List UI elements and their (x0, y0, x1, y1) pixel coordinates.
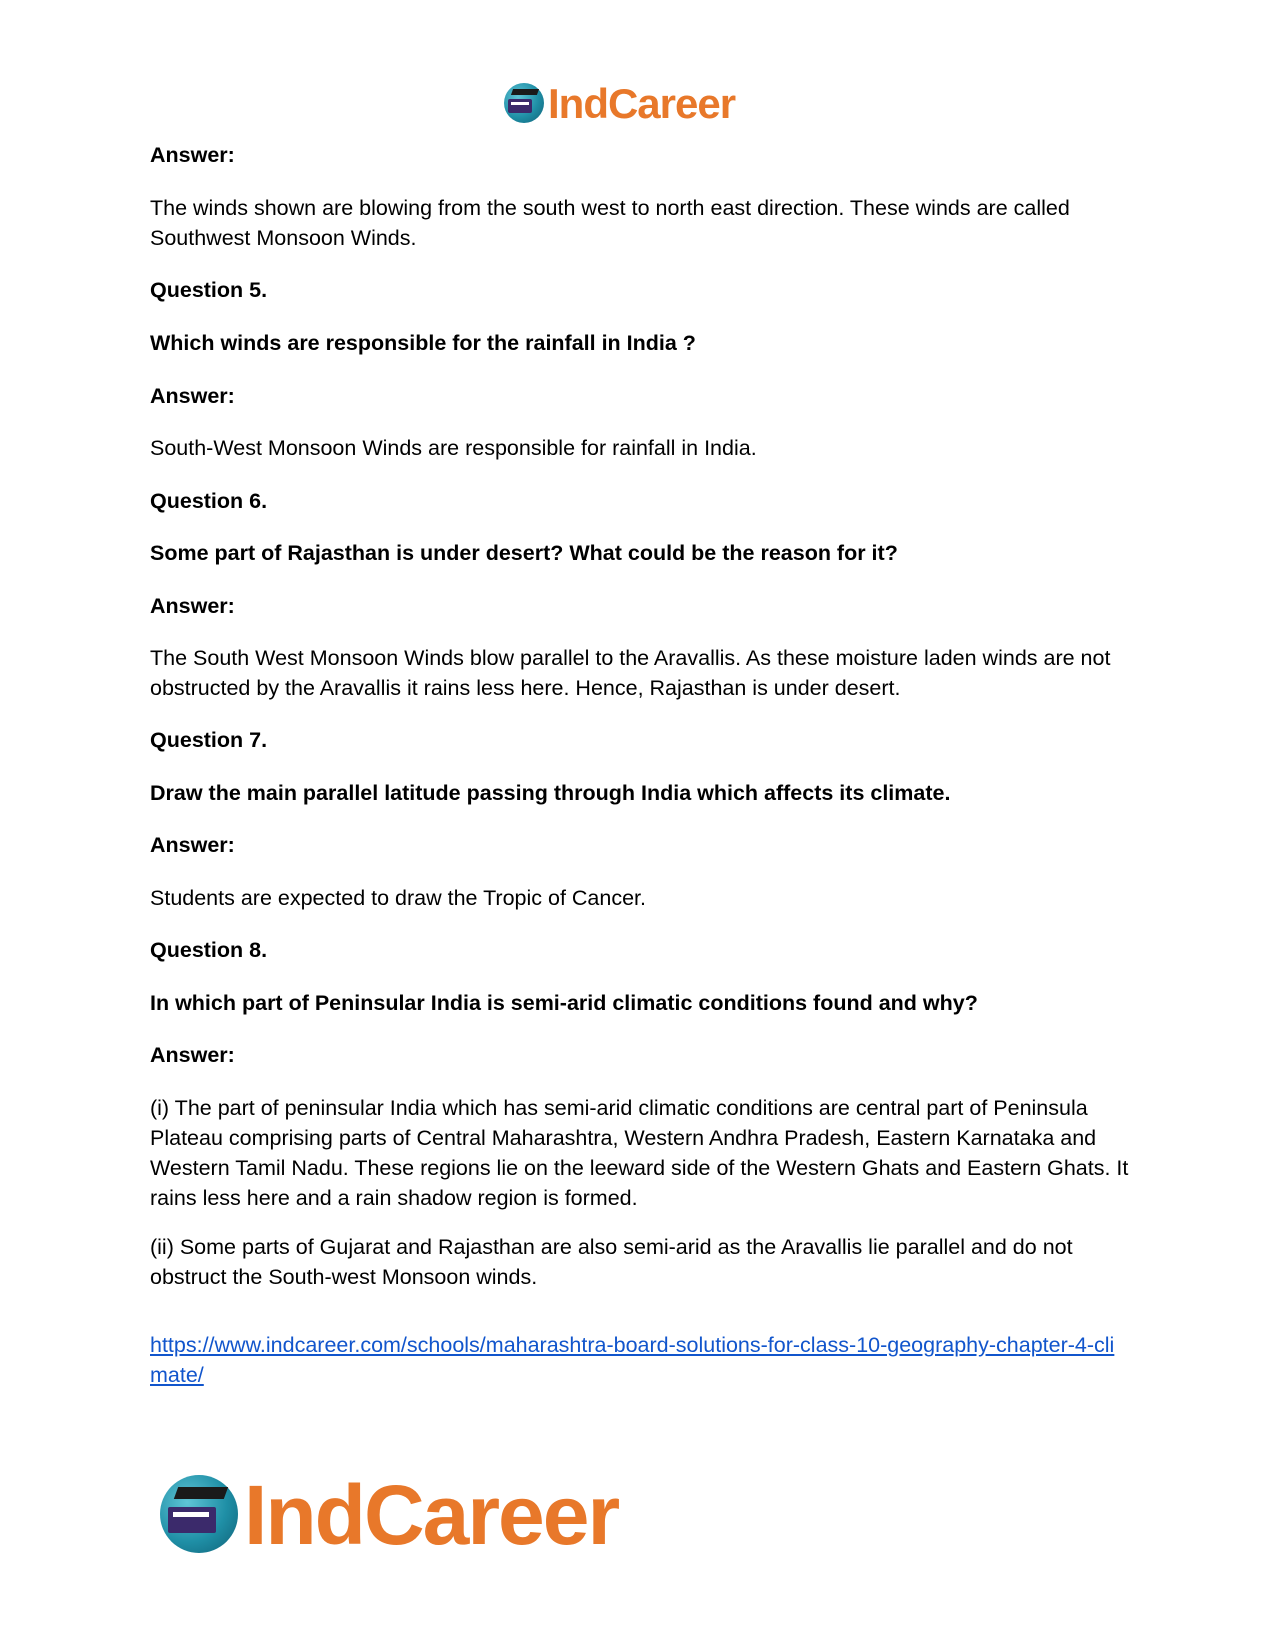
answer-7-label: Answer: (150, 833, 235, 857)
answer-5-label: Answer: (150, 384, 235, 408)
question-6-label: Question 6. (150, 489, 268, 513)
question-8-label: Question 8. (150, 938, 268, 962)
question-5-text: Which winds are responsible for the rainfall in India ? (150, 331, 696, 355)
answer-8-text-part-1: (i) The part of peninsular India which has semi-arid climatic conditions are central part of Peninsula Plateau comprising parts of Central Maharashtra, Western Andhra Pradesh, Eastern Karnataka and Western Tamil Nadu. These regions lie on the leeward side of the Western Ghats and Eastern Ghats. It rains less here and a rain shadow region is formed. (150, 1096, 1129, 1210)
source-link[interactable]: https://www.indcareer.com/schools/maharashtra-board-solutions-for-class-10-geography-chapter-4-climate/ (150, 1333, 1115, 1387)
graduation-book-globe-icon (504, 83, 546, 125)
question-7-label: Question 7. (150, 728, 268, 752)
question-7-text: Draw the main parallel latitude passing through India which affects its climate. (150, 781, 951, 805)
answer-6-label: Answer: (150, 594, 235, 618)
footer-logo-wordmark: IndCareer (244, 1468, 619, 1562)
answer-4-label: Answer: (150, 143, 235, 167)
header-logo-wordmark: IndCareer (548, 80, 736, 127)
header-logo (504, 80, 735, 128)
answer-8-text-part-2: (ii) Some parts of Gujarat and Rajasthan are also semi-arid as the Aravallis lie parallel and do not obstruct the South-west Monsoon winds. (150, 1235, 1073, 1289)
answer-8-label: Answer: (150, 1043, 235, 1067)
graduation-book-globe-icon (160, 1475, 240, 1555)
answer-7-text: Students are expected to draw the Tropic of Cancer. (150, 886, 646, 910)
question-6-text: Some part of Rajasthan is under desert? What could be the reason for it? (150, 541, 898, 565)
question-8-text: In which part of Peninsular India is semi-arid climatic conditions found and why? (150, 991, 978, 1015)
answer-6-text: The South West Monsoon Winds blow parallel to the Aravallis. As these moisture laden winds are not obstructed by the Aravallis it rains less here. Hence, Rajasthan is under desert. (150, 646, 1111, 700)
answer-5-text: South-West Monsoon Winds are responsible for rainfall in India. (150, 436, 757, 460)
question-5-label: Question 5. (150, 278, 268, 302)
answer-4-text: The winds shown are blowing from the south west to north east direction. These winds are called Southwest Monsoon Winds. (150, 196, 1070, 250)
footer-logo (160, 1468, 619, 1562)
